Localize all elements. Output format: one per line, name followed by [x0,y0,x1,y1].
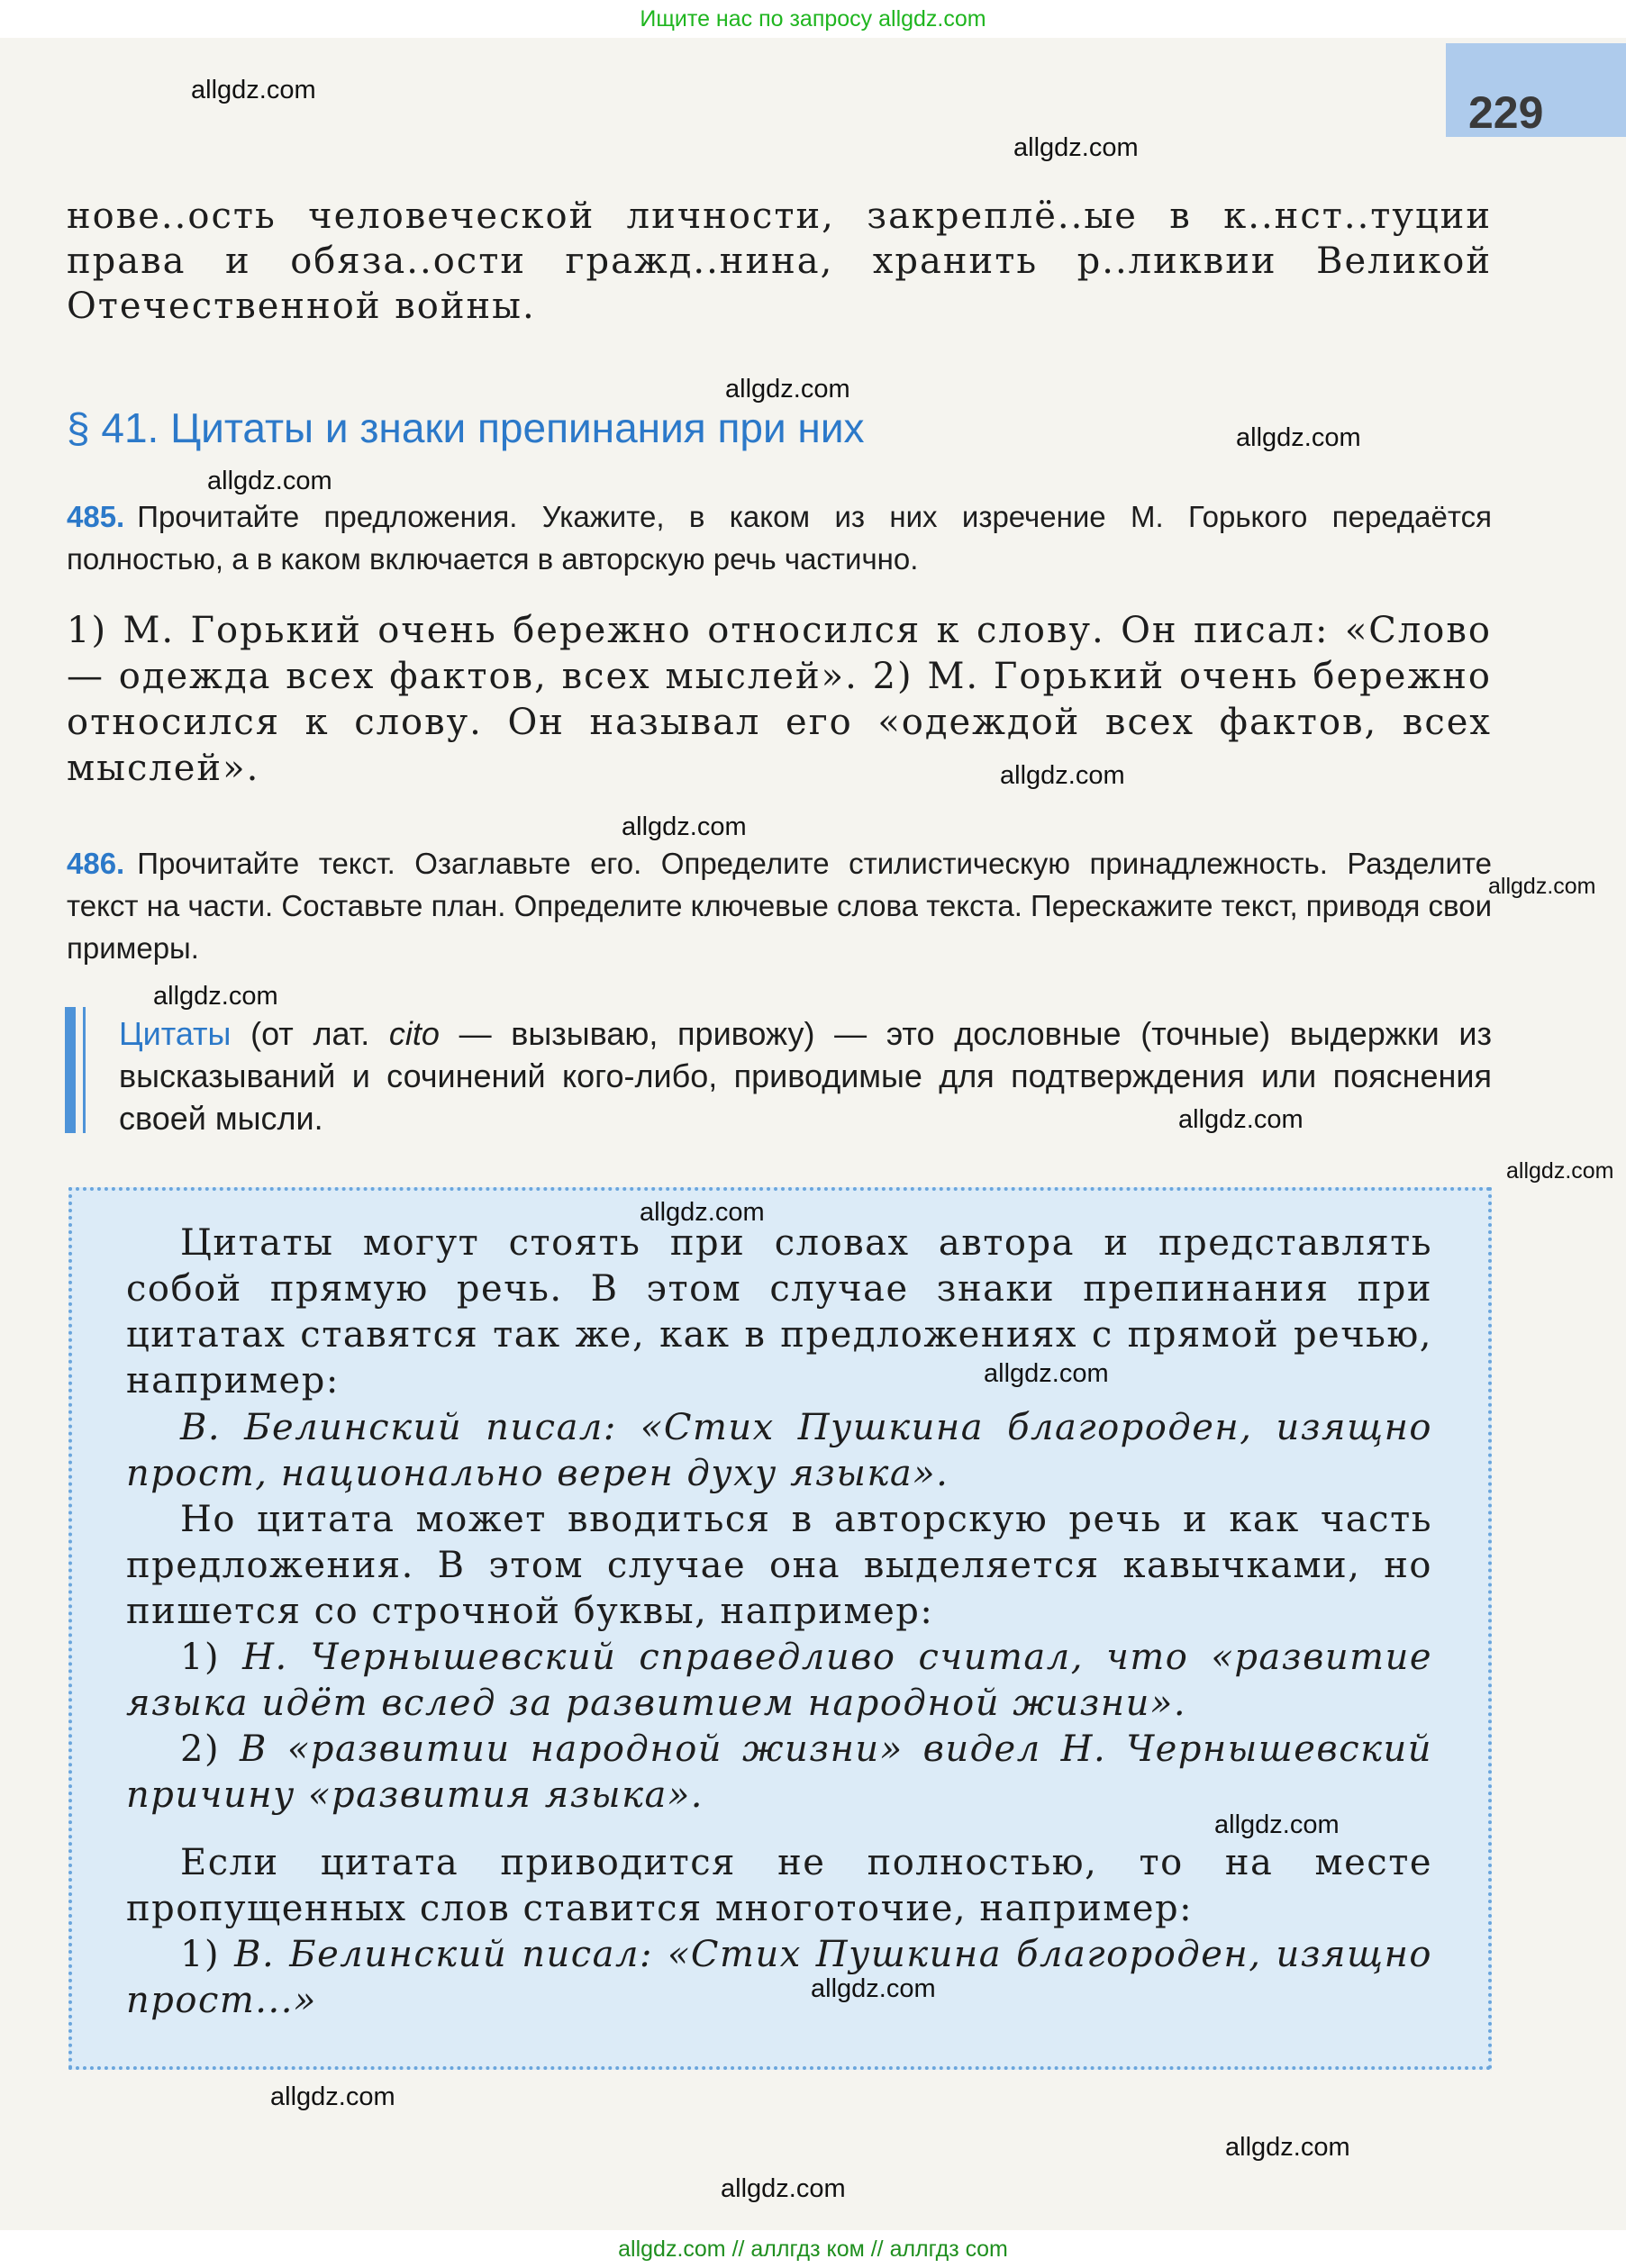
watermark[interactable]: allgdz.com [640,1198,765,1227]
example-number: 2) [180,1728,221,1770]
definition-marker [65,1007,76,1133]
rule-example-3 [126,1727,1432,1819]
watermark[interactable]: allgdz.com [984,1359,1109,1388]
watermark[interactable]: allgdz.com [1013,133,1139,162]
example-text: В. Белинский писал: «Стих Пушкина благороден, изящно прост...» [126,1934,1432,2021]
rule-example-1: В. Белинский писал: «Стих Пушкина благороден, изящно прост, национально верен духу языка». [126,1407,1432,1494]
example-number: 1) [180,1637,221,1678]
rule-example-4 [126,1932,1432,2024]
watermark[interactable]: allgdz.com [1178,1105,1304,1134]
watermark[interactable]: allgdz.com [725,375,850,404]
example-number: 1) [180,1934,221,1975]
watermark[interactable]: allgdz.com [191,76,316,104]
definition-latin-prefix: (от лат. [231,1015,389,1052]
page-number: 229 [1468,87,1544,138]
watermark[interactable]: allgdz.com [811,1974,936,2003]
watermark[interactable]: allgdz.com [1225,2133,1350,2162]
footer-links[interactable]: allgdz.com // аллгдз ком // аллгдз com [0,2230,1626,2268]
watermark[interactable]: allgdz.com [1214,1810,1340,1839]
definition-marker-line [83,1007,86,1133]
exercise-number: 486. [67,847,125,880]
watermark[interactable]: allgdz.com [1000,761,1125,790]
section-heading: § 41. Цитаты и знаки препинания при них [67,404,865,451]
rule-example-2 [126,1635,1432,1727]
example-text: В «развитии народной жизни» видел Н. Чернышевский причину «развития языка». [126,1728,1433,1816]
exercise-485-text: 1) М. Горький очень бережно относился к слову. Он писал: «Слово — одежда всех фактов, всех мыслей». 2) М. Горький очень бережно относился к слову. Он называл его «одеждой всех фактов, всех мыслей». [67,610,1492,789]
watermark[interactable]: allgdz.com [153,982,278,1011]
rule-paragraph-2: Но цитата может вводиться в авторскую речь и как часть предложения. В этом случае она выделяется кавычками, но пишется со строчной буквы, например: [126,1499,1432,1632]
watermark[interactable]: allgdz.com [1236,423,1361,452]
exercise-486-task [67,842,1492,969]
watermark[interactable]: allgdz.com [721,2174,846,2203]
watermark[interactable]: allgdz.com [622,812,747,841]
watermark[interactable]: allgdz.com [270,2082,395,2111]
exercise-485-task [67,495,1492,580]
watermark[interactable]: allgdz.com [1488,874,1596,899]
watermark[interactable]: allgdz.com [207,467,332,495]
rule-paragraph-3: Если цитата приводится не полностью, то на месте пропущенных слов ставится многоточие, например: [126,1842,1432,1929]
top-banner[interactable]: Ищите нас по запросу allgdz.com [0,0,1626,38]
rule-paragraph-1: Цитаты могут стоять при словах автора и представлять собой прямую речь. В этом случае знаки препинания при цитатах ставятся так же, как в предложениях с прямой речью, например: [126,1222,1432,1402]
exercise-task-text: Прочитайте предложения. Укажите, в каком из них изречение М. Горького передаётся полностью, а в каком включается в авторскую речь частично. [67,500,1492,576]
exercise-number: 485. [67,500,125,533]
definition-latin-word: cito [388,1015,440,1052]
watermark[interactable]: allgdz.com [1506,1158,1614,1184]
example-text: Н. Чернышевский справедливо считал, что «развитие языка идёт вслед за развитием народной жизни». [126,1637,1432,1724]
definition-text: — вызываю, привожу) — это дословные (точные) выдержки из высказываний и сочинений кого-либо, приводимые для подтверждения или пояснения своей мысли. [119,1015,1492,1137]
intro-paragraph: нове..ость человеческой личности, закреплё..ые в к..нст..туции права и обяза..ости гражд..нина, хранить р..ликвии Великой Отечественной войны. [67,195,1492,327]
exercise-task-text: Прочитайте текст. Озаглавьте его. Определите стилистическую принадлежность. Разделите текст на части. Составьте план. Определите ключевые слова текста. Перескажите текст, приводя свои примеры. [67,847,1492,965]
definition-term: Цитаты [119,1015,232,1052]
